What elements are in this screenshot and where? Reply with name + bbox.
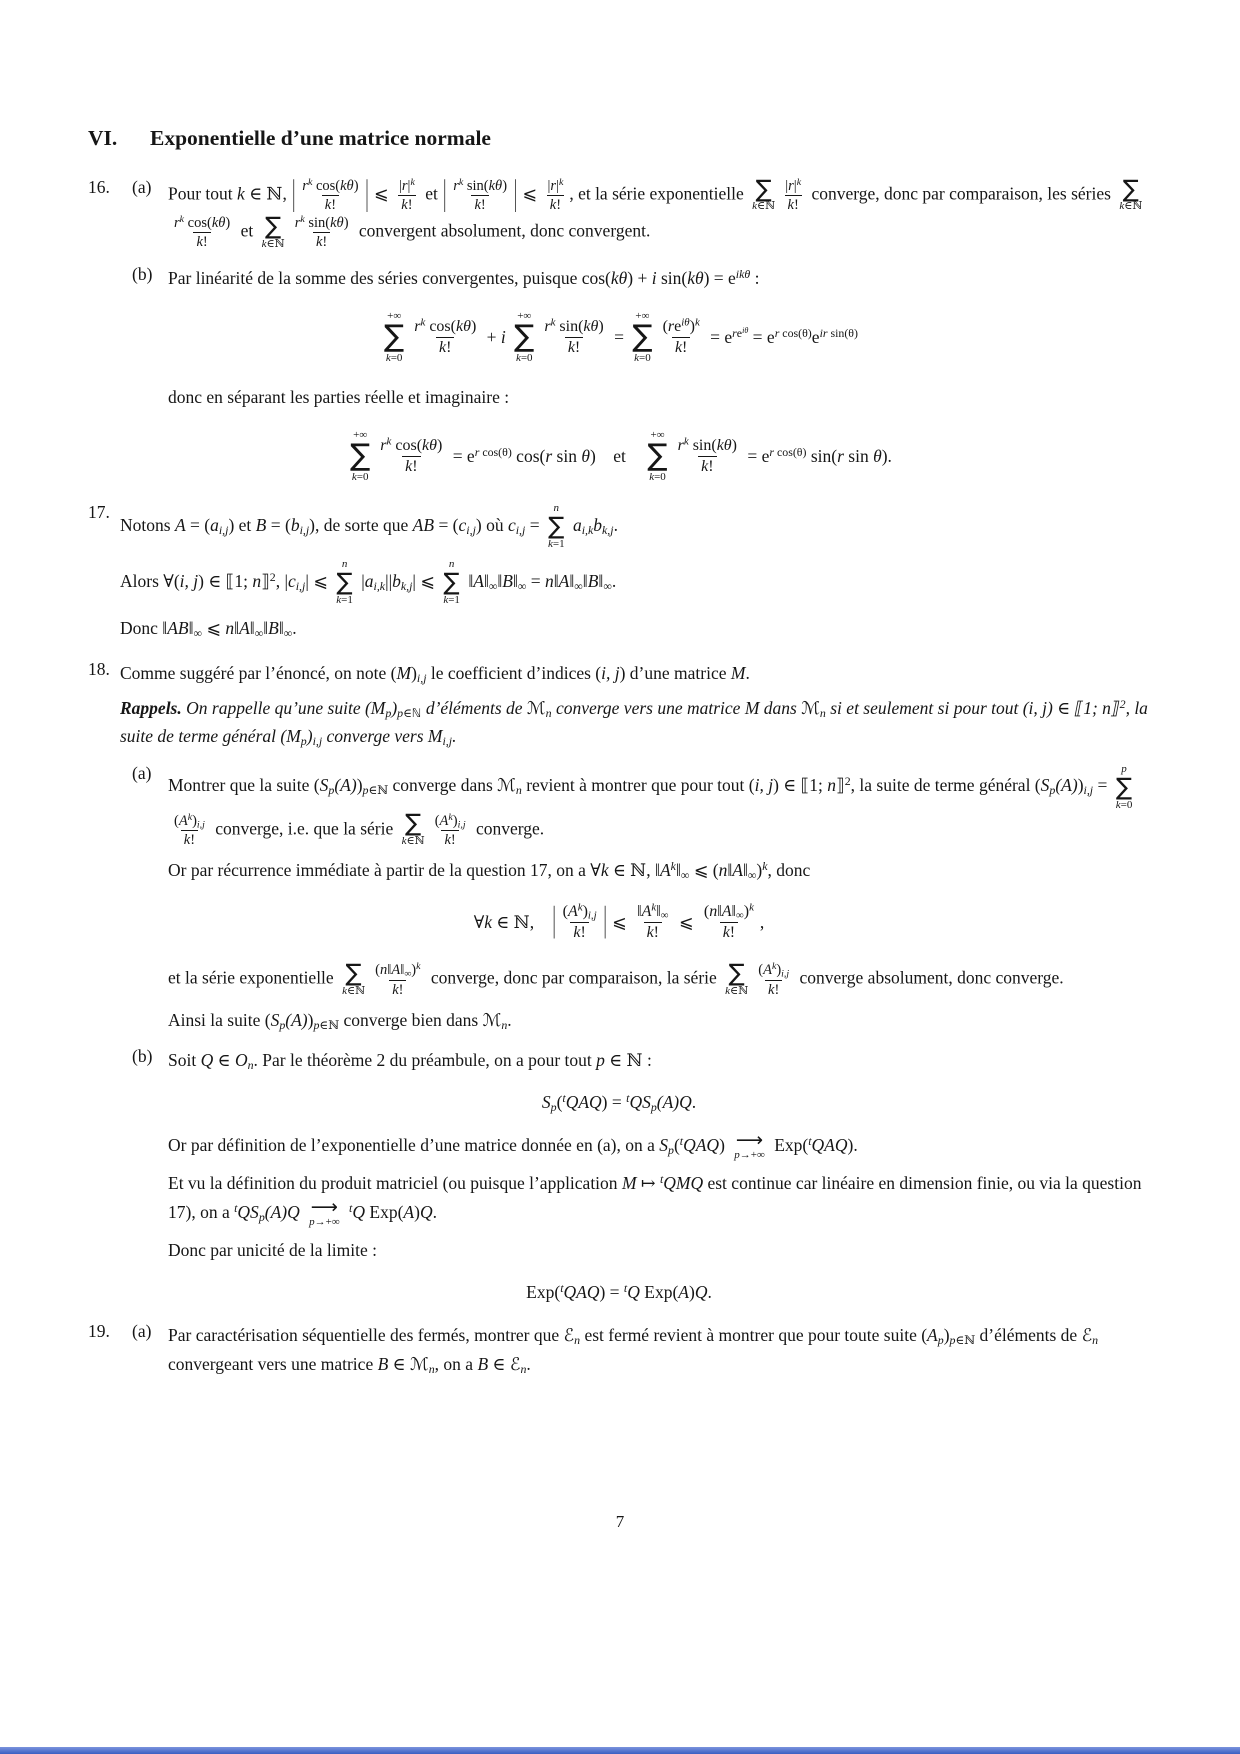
sum-lower-limit: k∈ℕ	[725, 984, 749, 997]
sum-lower-limit: k∈ℕ	[401, 835, 425, 848]
fraction	[411, 317, 479, 358]
sigma-icon: ∑	[1122, 174, 1139, 203]
text-run: ⩽	[369, 183, 393, 204]
text-run: Exp($^t$QAQ) = $^t$Q Exp(A)Q.	[526, 1281, 712, 1303]
fraction-numerator: $(n‖A‖_\infty)^k$	[703, 901, 754, 923]
sub-item-text	[168, 1046, 1150, 1074]
sigma-icon: ∑	[1115, 772, 1133, 801]
long-arrow-icon: ⟶	[310, 1195, 339, 1218]
fraction-numerator: $r^k$ sin(kθ)	[294, 214, 349, 232]
sum-upper-limit: n	[553, 501, 560, 514]
summation	[443, 558, 460, 607]
text-run: Donc $‖AB‖_\infty$ ⩽ $n‖A‖_\infty‖B‖_\infty$.	[120, 618, 297, 641]
item-label: (a)	[132, 177, 152, 197]
sum-upper-limit: +∞	[353, 429, 368, 442]
fraction	[171, 214, 233, 251]
fraction-numerator: $(A^k)_{i,j}$	[434, 811, 466, 831]
text-run: Notons $A = (a_{i,j})$ et $B = (b_{i,j})$, de sorte que AB = $(c_{i,j})$ où $c_{i,j}$ =	[120, 514, 544, 537]
text-run: , et la série exponentielle	[569, 183, 749, 204]
fraction-denominator: k!	[471, 195, 488, 214]
text-run: + i	[482, 326, 506, 347]
fraction	[171, 812, 208, 849]
text-run: converge absolument, donc converge.	[795, 968, 1064, 989]
sigma-icon: ∑	[443, 568, 460, 597]
item-text	[168, 174, 1150, 252]
section-number: VI.	[88, 126, 118, 150]
sum-upper-limit: n	[448, 558, 455, 571]
sum-lower-limit: k=0	[1115, 798, 1133, 811]
section-heading	[88, 126, 1150, 151]
text-run: Comme suggéré par l’énoncé, on note $(M)_{i,j}$ le coefficient d’indices (i, j) d’une matrice M.	[120, 662, 750, 685]
sigma-icon: ∑	[336, 568, 353, 597]
item-label: (a)	[132, 762, 152, 783]
numbered-item	[88, 174, 1150, 252]
sum-lower-limit: k∈ℕ	[342, 984, 366, 997]
fraction	[292, 214, 352, 251]
fraction-denominator: k!	[672, 337, 690, 358]
sum-lower-limit: k=1	[443, 594, 460, 607]
fraction-denominator: k!	[193, 232, 210, 251]
limit-arrow	[309, 1195, 340, 1229]
sum-lower-limit: k∈ℕ	[752, 200, 776, 213]
fraction-numerator: $r^k$ cos(kθ)	[380, 435, 443, 454]
fraction	[660, 317, 703, 358]
left-bar-delimiter: |	[552, 902, 556, 941]
fraction	[299, 177, 361, 214]
fraction-denominator: k!	[785, 195, 802, 214]
fraction-numerator: $r^k$ sin(kθ)	[453, 177, 508, 194]
sum-lower-limit: k∈ℕ	[261, 237, 285, 250]
sum-upper-limit: p	[1121, 762, 1127, 775]
sub-item	[132, 763, 1150, 849]
left-bar-delimiter: |	[292, 176, 296, 215]
text-run: ∀k ∈ ℕ,	[473, 912, 552, 933]
text-run: ⩽	[518, 183, 542, 204]
fraction	[544, 177, 566, 214]
display-equation	[88, 902, 1150, 943]
sub-item	[132, 1046, 1150, 1074]
text-run: Soit Q ∈ $O_n$. Par le théorème 2 du préambule, on a pour tout p ∈ ℕ :	[168, 1050, 652, 1072]
fraction-denominator: k!	[565, 337, 583, 358]
display-equation	[88, 1092, 1150, 1113]
item-number: 19.	[88, 1321, 110, 1342]
fraction-denominator: k!	[181, 830, 198, 849]
item-label: (b)	[132, 1046, 153, 1067]
sigma-icon: ∑	[405, 809, 422, 838]
paragraph	[120, 694, 1150, 751]
fraction-numerator: $(n‖A‖_\infty)^k$	[375, 961, 421, 980]
fraction	[450, 177, 510, 214]
fraction-numerator: $(A^k)_{i,j}$	[758, 961, 790, 980]
text-run: Pour tout k ∈ ℕ,	[168, 183, 292, 204]
item-number: 18.	[88, 658, 110, 679]
arrow-limit-label: p→+∞	[309, 1215, 340, 1228]
fraction	[634, 902, 671, 943]
text-run: converge, donc par comparaison, la série	[426, 968, 722, 989]
paragraph	[168, 1131, 1150, 1162]
sub-item-text	[168, 763, 1150, 849]
sigma-icon: ∑	[632, 319, 653, 355]
fraction-denominator: k!	[322, 195, 339, 214]
sum-lower-limit: k=0	[385, 351, 403, 364]
text-run: $a_{i,k}b_{k,j}$.	[572, 514, 618, 537]
fraction	[396, 177, 418, 214]
fraction	[541, 317, 606, 358]
fraction-numerator: $r^k$ sin(kθ)	[544, 316, 604, 335]
fraction-denominator: k!	[547, 195, 564, 214]
text-run: Or par récurrence immédiate à partir de la question 17, on a ∀k ∈ ℕ, $‖A^k‖_\infty$ ⩽ $(n‖A‖_\infty)^k$, donc	[168, 859, 811, 883]
fraction-denominator: k!	[644, 922, 662, 943]
text-run: donc en séparant les parties réelle et imaginaire :	[168, 386, 510, 407]
fraction-numerator: $‖A^k‖_\infty$	[637, 901, 669, 923]
summation	[514, 310, 534, 365]
fraction	[560, 902, 600, 943]
fraction	[372, 961, 423, 998]
text-run: converge, i.e. que la série	[210, 818, 398, 839]
summation	[725, 959, 749, 998]
summation	[548, 502, 565, 551]
sigma-icon: ∑	[647, 438, 668, 474]
text-run: Par linéarité de la somme des séries convergentes, puisque cos(kθ) + i $\sin(k\theta) = e^{ik\theta}$ :	[168, 266, 760, 288]
fraction-denominator: k!	[441, 830, 458, 849]
sigma-icon: ∑	[728, 959, 745, 988]
text-run: Et vu la définition du produit matriciel (ou puisque l’application M ↦ $^t$QMQ est continue car linéaire en dimension finie, ou via la question 17), on a $^tQS_p(A)Q$	[168, 1172, 1142, 1224]
page-number: 7	[615, 1512, 625, 1531]
equation-content	[526, 1282, 712, 1303]
fraction	[432, 812, 469, 849]
summation	[647, 429, 667, 484]
fraction-denominator: k!	[698, 456, 716, 477]
sum-lower-limit: k=0	[515, 351, 533, 364]
sub-item	[132, 264, 1150, 292]
item-number: 17.	[88, 501, 110, 522]
page-edge-strip	[0, 1747, 1240, 1754]
fraction-denominator: k!	[570, 922, 588, 943]
summation	[1119, 174, 1143, 214]
equation-content	[474, 902, 765, 943]
text-run: ,	[759, 912, 765, 933]
text-run: et	[420, 183, 443, 204]
sum-lower-limit: k=0	[351, 470, 369, 483]
fraction-numerator: $|r|^k$	[785, 177, 802, 194]
item-text	[168, 1321, 1150, 1378]
sum-lower-limit: k=0	[649, 470, 666, 483]
paragraph	[168, 1169, 1150, 1228]
equation-content	[380, 310, 858, 365]
paragraph	[168, 856, 1150, 884]
fraction-numerator: $(A^k)_{i,j}$	[174, 811, 205, 831]
document-blocks	[88, 174, 1150, 1378]
text-run: = $e^{r cos(\theta)}$ sin(r sin θ).	[742, 445, 892, 466]
sigma-icon: ∑	[755, 174, 772, 203]
fraction-denominator: k!	[389, 980, 406, 999]
text-run: =	[609, 326, 629, 347]
fraction-denominator: k!	[398, 195, 415, 214]
long-arrow-icon: ⟶	[735, 1129, 764, 1152]
paragraph	[168, 961, 1150, 998]
fraction-denominator: k!	[720, 922, 738, 943]
sigma-icon: ∑	[265, 211, 282, 240]
fraction-numerator: $r^k$ sin(kθ)	[677, 435, 737, 454]
fraction-numerator: $(A^k)_{i,j}$	[562, 901, 597, 923]
sub-item-text	[168, 264, 1150, 292]
fraction-denominator: k!	[765, 980, 782, 999]
summation	[632, 310, 652, 365]
sum-upper-limit: n	[341, 558, 348, 571]
fraction-denominator: k!	[436, 337, 454, 358]
fraction	[782, 177, 804, 214]
text-run: Or par définition de l’exponentielle d’une matrice donnée en (a), on a $S_p(^tQAQ)$	[168, 1134, 730, 1158]
text-run: On rappelle qu’une suite $(M_p)_{p\in ℕ}$ d’éléments de ℳ$_n$ converge vers une matrice M dans ℳ$_n$ si et seulement si pour tout (i, j) ∈ ⟦1; n⟧$^2$, la suite de terme général $(M_p)_{i,j}$ converge vers $M_{i,j}$.	[120, 697, 1148, 749]
text-run: Ainsi la suite $(S_p(A))_{p\in ℕ}$ converge bien dans ℳ$_n$.	[168, 1009, 512, 1032]
text-run: converge.	[471, 818, 545, 839]
summation	[350, 429, 370, 484]
text-run: Montrer que la suite $(S_p(A))_{p\in ℕ}$ converge dans ℳ$_n$ revient à montrer que pour tout (i, j) ∈ ⟦1; n⟧$^2$, la suite de terme général $(S_p(A))_{i,j}$ =	[168, 774, 1112, 798]
display-equation	[88, 429, 1150, 484]
fraction-denominator: k!	[313, 232, 330, 251]
fraction-numerator: $(re^{i\theta})^k$	[662, 316, 700, 335]
right-bar-delimiter: |	[365, 176, 369, 215]
right-bar-delimiter: |	[514, 176, 518, 215]
sigma-icon: ∑	[548, 512, 565, 541]
right-bar-delimiter: |	[603, 902, 607, 941]
sum-lower-limit: k=1	[336, 594, 353, 607]
sum-upper-limit: +∞	[517, 309, 532, 322]
item-number: 16.	[88, 177, 110, 197]
fraction	[701, 902, 757, 943]
text-run: = $e^{re^{i\theta}} = e^{r cos(\theta)}e^{ir sin(\theta)}$	[705, 325, 858, 347]
text-run: $|a_{i,k}||b_{k,j}|$ ⩽	[356, 570, 440, 593]
text-run: $S_p(^tQAQ) = ^tQS_p(A)Q$.	[541, 1091, 697, 1115]
text-run: $‖A‖_\infty‖B‖_\infty$ = $n‖A‖_\infty‖B‖_\infty$.	[463, 570, 617, 593]
text-run: ⩽	[674, 912, 698, 933]
text-run: et	[236, 220, 258, 241]
sum-upper-limit: +∞	[635, 309, 650, 322]
text-run: $^t$Q Exp(A)Q.	[349, 1200, 437, 1222]
sum-upper-limit: +∞	[650, 429, 665, 442]
summation	[384, 310, 404, 365]
paragraph	[120, 558, 1150, 607]
fraction	[755, 961, 792, 998]
fraction	[675, 436, 740, 477]
equation-content	[346, 429, 892, 484]
numbered-item	[88, 659, 1150, 687]
sigma-icon: ∑	[350, 438, 371, 474]
text-run: converge, donc par comparaison, les séries	[807, 183, 1116, 204]
numbered-item	[88, 1321, 1150, 1378]
sigma-icon: ∑	[384, 319, 405, 355]
summation	[336, 558, 353, 607]
text-run: Alors ∀(i, j) ∈ ⟦1; n⟧$^2$, $|c_{i,j}|$ ⩽	[120, 569, 333, 593]
text-run: Donc par unicité de la limite :	[168, 1239, 377, 1260]
item-text	[120, 502, 1150, 551]
fraction-numerator: $|r|^k$	[547, 177, 564, 194]
sum-lower-limit: k=0	[634, 351, 651, 364]
numbered-item	[88, 502, 1150, 551]
text-run: et la série exponentielle	[168, 968, 339, 989]
text-run: = $e^{r cos(\theta)}$ cos(r sin θ) et	[448, 445, 644, 466]
paragraph	[168, 1236, 1150, 1264]
summation	[261, 211, 285, 251]
sum-lower-limit: k∈ℕ	[1119, 200, 1143, 213]
fraction	[377, 436, 445, 477]
item-label: (a)	[132, 1321, 152, 1342]
summation	[401, 809, 425, 848]
fraction-numerator: $|r|^k$	[398, 177, 415, 194]
fraction-numerator: $r^k$ cos(kθ)	[302, 177, 359, 194]
text-run: Exp($^t$QAQ).	[769, 1134, 858, 1156]
text-run: Rappels.	[120, 697, 182, 718]
summation	[752, 174, 776, 214]
paragraph	[120, 614, 1150, 642]
fraction-denominator: k!	[402, 456, 420, 477]
section-title: Exponentielle d’une matrice normale	[150, 126, 491, 150]
sum-upper-limit: +∞	[387, 309, 402, 322]
sigma-icon: ∑	[345, 959, 362, 988]
limit-arrow	[734, 1129, 765, 1162]
summation	[1116, 763, 1133, 812]
text-run: convergent absolument, donc convergent.	[354, 220, 651, 241]
sigma-icon: ∑	[514, 319, 535, 355]
paragraph	[168, 1006, 1150, 1034]
arrow-limit-label: p→+∞	[734, 1149, 765, 1162]
text-run: Par caractérisation séquentielle des fermés, montrer que ℰ$_n$ est fermé revient à montrer que pour toute suite $(A_p)_{p\in ℕ}$ d’éléments de ℰ$_n$ convergeant vers une matrice B ∈ ℳ$_n$, on a B ∈ ℰ$_n$.	[168, 1325, 1099, 1376]
fraction-numerator: $r^k$ cos(kθ)	[174, 214, 231, 232]
equation-content	[542, 1092, 696, 1113]
summation	[342, 959, 366, 998]
item-label: (b)	[132, 263, 153, 284]
sum-lower-limit: k=1	[547, 537, 565, 550]
left-bar-delimiter: |	[443, 176, 447, 215]
display-equation	[88, 1282, 1150, 1303]
display-equation	[88, 310, 1150, 365]
item-text	[120, 659, 1150, 687]
paragraph	[168, 383, 1150, 411]
fraction-numerator: $r^k$ cos(kθ)	[414, 316, 477, 335]
text-run: ⩽	[607, 912, 632, 933]
